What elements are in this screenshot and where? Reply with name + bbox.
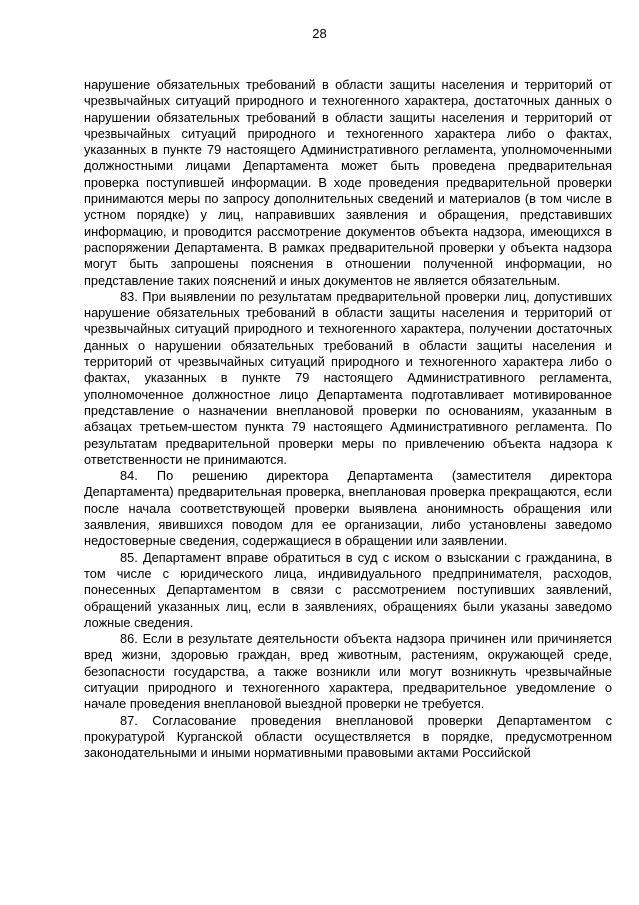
paragraph-number: 84. xyxy=(120,468,138,484)
paragraph-text: По решению директора Департамента (заместителя директора Департамента) предварительная проверка, внеплановая проверка прекращаются, если после начала соответствующей проверки выявлена анонимность обращения или заявления, явившихся поводом для ее организации, либо установлены заведомо недостоверные сведения, содержащиеся в обращении или заявлении. xyxy=(84,468,612,549)
paragraph-text: При выявлении по результатам предварительной проверки лиц, допустивших нарушение обязательных требований в области защиты населения и территорий от чрезвычайных ситуаций природного и техногенного характера, получении достаточных данных о нарушении обязательных требований в области защиты населения и территорий от чрезвычайных ситуаций природного и техногенного характера либо о фактах, указанных в пункте 79 настоящего Административного регламента, уполномоченное должностное лицо Департамента подготавливает мотивированное представление о назначении внеплановой проверки по основаниям, указанным в абзацах третьем-шестом пункта 79 настоящего Административного регламента. По результатам предварительной проверки меры по привлечению объекта надзора к ответственности не принимаются. xyxy=(84,288,612,467)
paragraph-85 xyxy=(84,550,612,631)
paragraph-text: Согласование проведения внеплановой проверки Департаментом с прокуратурой Курганской области осуществляется в порядке, предусмотренном законодательными и иными нормативными правовыми актами Российской xyxy=(84,712,612,761)
paragraph-text: нарушение обязательных требований в области защиты населения и территорий от чрезвычайных ситуаций природного и техногенного характера, достаточных данных о нарушении обязательных требований в области защиты населения и территорий от чрезвычайных ситуаций природного и техногенного характера либо о фактах, указанных в пункте 79 настоящего Административного регламента, уполномоченными должностными лицами Департамента может быть проведена предварительная проверка поступившей информации. В ходе проведения предварительной проверки принимаются меры по запросу дополнительных сведений и материалов (в том числе в устном порядке) у лиц, направивших заявления и обращения, представивших информацию, и проводится рассмотрение документов объекта надзора, имеющихся в распоряжении Департамента. В рамках предварительной проверки у объекта надзора могут быть запрошены пояснения в отношении полученной информации, но представление таких пояснений и иных документов не является обязательным. xyxy=(84,77,612,288)
paragraph-83 xyxy=(84,289,612,468)
paragraph-number: 83. xyxy=(120,288,138,304)
paragraph-number: 85. xyxy=(120,549,138,565)
paragraph-continuation xyxy=(84,77,612,289)
paragraph-86 xyxy=(84,631,612,712)
paragraph-text: Если в результате деятельности объекта надзора причинен или причиняется вред жизни, здоровью граждан, вред животным, растениям, окружающей среде, безопасности государства, а также возникли или могут возникнуть чрезвычайные ситуации природного и техногенного характера, предварительное уведомление о начале проведения внеплановой выездной проверки не требуется. xyxy=(84,631,612,712)
paragraph-87 xyxy=(84,713,612,762)
document-body xyxy=(84,77,612,761)
page-number: 28 xyxy=(312,26,327,41)
paragraph-84 xyxy=(84,468,612,549)
paragraph-number: 87. xyxy=(120,712,138,728)
paragraph-text: Департамент вправе обратиться в суд с иском о взыскании с гражданина, в том числе с юридического лица, индивидуального предпринимателя, расходов, понесенных Департаментом в связи с рассмотрением поступивших заявлений, обращений указанных лиц, если в заявлениях, обращениях были указаны заведомо ложные сведения. xyxy=(84,549,612,630)
paragraph-number: 86. xyxy=(120,631,138,647)
